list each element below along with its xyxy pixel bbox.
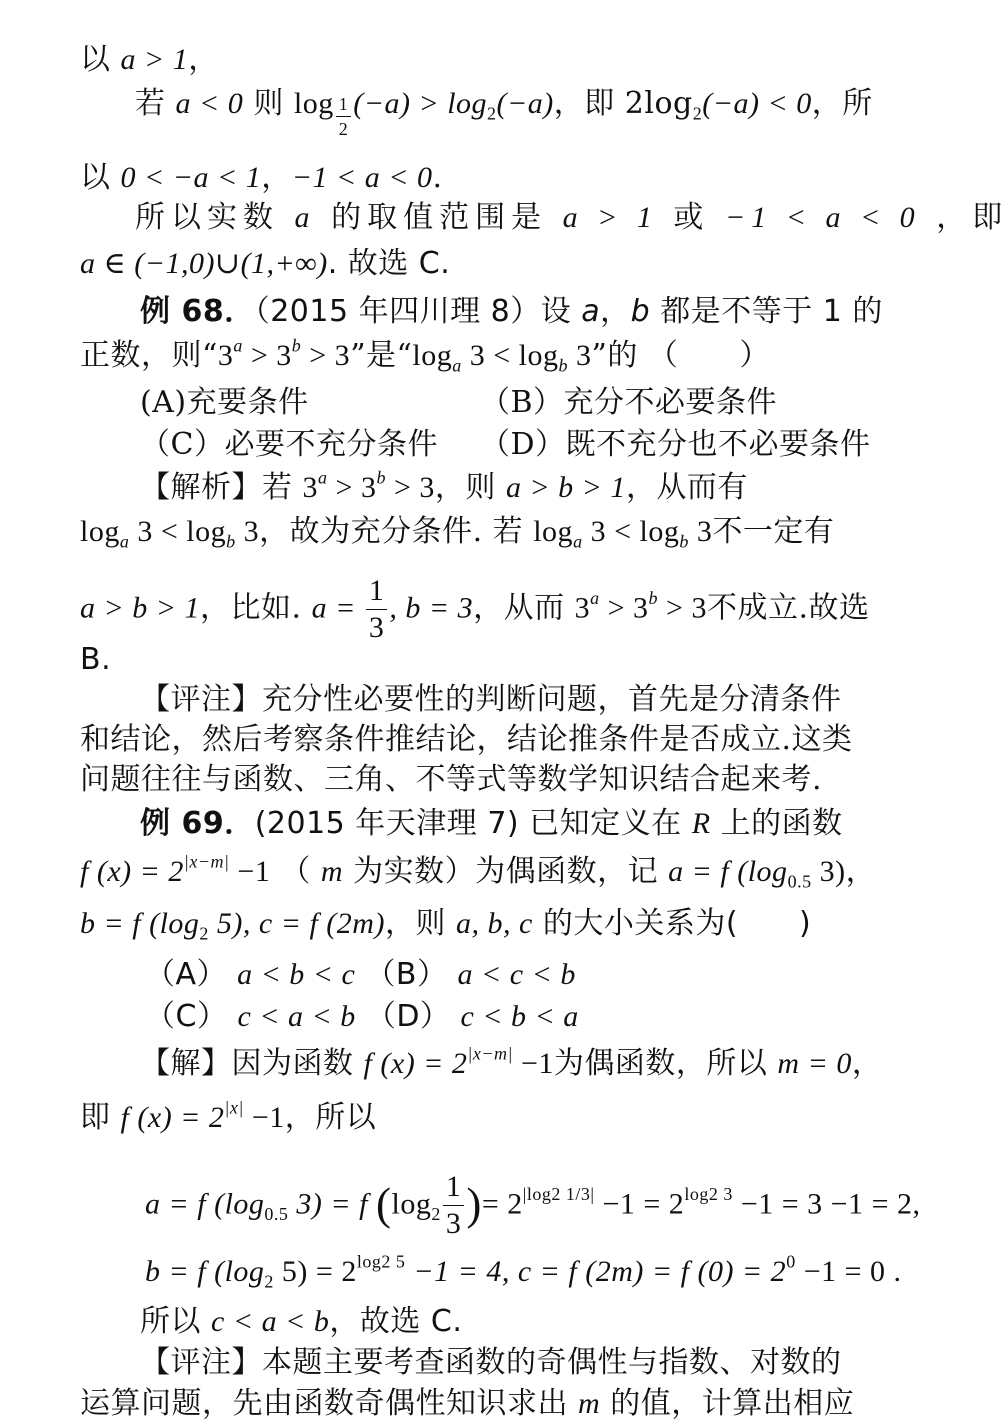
option-c bbox=[140, 425, 438, 465]
superscript: |x−m| bbox=[183, 851, 230, 872]
math-expr: f (x) = 2 bbox=[120, 1101, 225, 1134]
math-expr: a < c < b bbox=[457, 958, 576, 991]
math-expr: −1 = 4, c = f (2m) = f (0) = 2 bbox=[405, 1255, 787, 1288]
math-expr: 3 bbox=[217, 339, 234, 372]
math-expr: 3) bbox=[811, 855, 846, 888]
option-text: （D）既不充分也不必要条件 bbox=[480, 427, 871, 462]
math-expr: a < b < c bbox=[237, 958, 356, 991]
text-line bbox=[80, 158, 443, 198]
text: 和结论，然后考察条件推结论，结论推条件是否成立.这类 bbox=[80, 722, 853, 757]
math-expr: 3 bbox=[574, 591, 591, 625]
fraction bbox=[336, 95, 352, 138]
left-paren: ( bbox=[375, 1178, 392, 1229]
subscript: b bbox=[226, 531, 236, 552]
text-line bbox=[80, 1384, 854, 1424]
math-expr: log bbox=[412, 339, 453, 372]
text: 即 bbox=[80, 1100, 121, 1135]
math-expr: 3 bbox=[688, 515, 713, 548]
subscript: a bbox=[452, 355, 462, 376]
text-line bbox=[140, 1044, 882, 1084]
text: ”的 （ ） bbox=[591, 338, 770, 373]
text: 的大小关系为( ) bbox=[532, 906, 812, 941]
text-line bbox=[80, 512, 834, 552]
text-line bbox=[80, 640, 111, 680]
math-expr: > 3 bbox=[658, 591, 707, 625]
superscript: b bbox=[291, 335, 302, 356]
text: 所以实数 bbox=[135, 200, 295, 235]
math-expr: b = f (log bbox=[145, 1255, 265, 1288]
text-line bbox=[80, 852, 876, 892]
right-paren: ) bbox=[466, 1178, 482, 1229]
subscript: b bbox=[558, 355, 568, 376]
text: 以 bbox=[80, 42, 121, 77]
text-line bbox=[140, 468, 748, 508]
math-expr: a = bbox=[311, 591, 364, 625]
subscript: 2 bbox=[199, 923, 209, 944]
example-heading bbox=[140, 804, 843, 844]
text-line bbox=[80, 720, 853, 760]
option-label: （A） bbox=[145, 957, 238, 992]
math-expr: > 3 bbox=[301, 339, 351, 372]
var: m bbox=[320, 855, 344, 888]
math-expr: a < 0 bbox=[175, 87, 244, 120]
math-expr: −1 < a < 0 bbox=[724, 201, 921, 234]
math-expr: 5), c = f (2m) bbox=[208, 907, 385, 940]
var: m bbox=[578, 1387, 601, 1420]
text: . 故选 C. bbox=[327, 246, 451, 281]
option-d bbox=[480, 425, 871, 465]
subscript: 2 bbox=[264, 1271, 274, 1292]
text: 则 bbox=[243, 86, 294, 121]
math-expr: a = f (log bbox=[668, 855, 788, 888]
subscript: 0.5 bbox=[787, 871, 812, 892]
text: 【解析】若 bbox=[140, 470, 303, 505]
text-line bbox=[140, 1302, 462, 1342]
text-line bbox=[80, 576, 870, 643]
math-expr: m = 0 bbox=[777, 1047, 852, 1080]
math-expr: c < a < b bbox=[237, 1000, 356, 1033]
text: ，即 2log bbox=[553, 86, 693, 121]
text: 上的函数 bbox=[710, 806, 843, 841]
math-expr: 3 < log bbox=[582, 515, 680, 548]
text: 所以 bbox=[140, 1304, 212, 1339]
text-line bbox=[80, 336, 770, 376]
text: . bbox=[432, 160, 443, 195]
text: （2015 年四川理 8）设 bbox=[254, 294, 582, 329]
denominator: 3 bbox=[368, 611, 385, 644]
subscript: 2 bbox=[692, 103, 703, 124]
math-expr: , b = 3 bbox=[389, 591, 474, 625]
math-expr: log bbox=[391, 1187, 432, 1221]
superscript: a bbox=[318, 467, 328, 488]
math-expr: b = f (log bbox=[80, 907, 200, 940]
text: ，所以 bbox=[284, 1100, 377, 1135]
text: 【评注】本题主要考查函数的奇偶性与指数、对数的 bbox=[140, 1345, 842, 1380]
option-label: （C） bbox=[145, 999, 238, 1034]
math-expr: > 3 bbox=[599, 591, 649, 625]
option-label: （D） bbox=[355, 999, 461, 1034]
numerator: 1 bbox=[336, 95, 352, 117]
example-label: 例 69． bbox=[140, 806, 255, 841]
text: 都是不等于 1 的 bbox=[650, 294, 883, 329]
display-equation bbox=[145, 1172, 921, 1239]
text: 以 bbox=[80, 160, 121, 195]
superscript: b bbox=[376, 467, 386, 488]
text: ， bbox=[261, 160, 292, 195]
math-expr: > 3 bbox=[327, 471, 377, 504]
options-row bbox=[145, 997, 579, 1037]
text: (2015 年天津理 7) 已知定义在 bbox=[254, 806, 692, 841]
text: 正数，则“ bbox=[80, 338, 218, 373]
text-line bbox=[80, 904, 811, 944]
text: 的取值范围是 bbox=[315, 200, 563, 235]
math-expr: a bbox=[294, 201, 316, 234]
math-expr: 0 < −a < 1 bbox=[120, 161, 262, 194]
text: ，比如. bbox=[200, 590, 312, 626]
text: B. bbox=[80, 642, 112, 677]
var: b bbox=[630, 294, 651, 329]
math-expr: a, b, c bbox=[455, 907, 533, 940]
math-expr: log bbox=[293, 87, 334, 120]
math-expr: log bbox=[533, 515, 574, 548]
math-expr: 3) = f bbox=[288, 1187, 376, 1221]
text: 不一定有 bbox=[712, 514, 835, 549]
superscript: log2 3 bbox=[684, 1184, 733, 1204]
var: a bbox=[581, 294, 601, 329]
math-expr: a = f (log bbox=[145, 1187, 265, 1221]
math-expr: a ∈ (−1,0)∪(1,+∞) bbox=[80, 247, 328, 280]
option-text: （B）充分不必要条件 bbox=[480, 385, 778, 420]
superscript: a bbox=[233, 335, 243, 356]
superscript: |log2 1/3| bbox=[522, 1184, 595, 1204]
example-heading bbox=[140, 292, 883, 332]
text: 为实数）为偶函数，记 bbox=[343, 854, 669, 889]
math-expr: −1 = 2 bbox=[594, 1187, 685, 1221]
text: ，即 bbox=[920, 200, 1008, 235]
denominator: 2 bbox=[338, 119, 349, 140]
text: ，故选 C. bbox=[329, 1304, 463, 1339]
text: ”是“ bbox=[350, 338, 413, 373]
display-equation bbox=[145, 1252, 902, 1292]
example-label: 例 68． bbox=[140, 294, 255, 329]
text: ， bbox=[845, 854, 877, 889]
math-expr: a > 1 bbox=[120, 43, 189, 76]
superscript: 0 bbox=[786, 1251, 796, 1272]
math-expr: −1 = 0 . bbox=[795, 1255, 902, 1288]
text: 若 bbox=[135, 86, 176, 121]
fraction bbox=[443, 1172, 465, 1239]
math-expr: a > b > 1 bbox=[80, 591, 200, 625]
subscript: 2 bbox=[487, 103, 497, 124]
text: ， bbox=[600, 294, 631, 329]
text: ， bbox=[851, 1046, 883, 1081]
math-expr: −1 bbox=[512, 1047, 554, 1080]
text-line bbox=[135, 198, 1008, 238]
denominator: 3 bbox=[445, 1207, 462, 1240]
fraction bbox=[366, 576, 388, 643]
text-line bbox=[140, 1343, 842, 1383]
options-row bbox=[145, 955, 576, 995]
math-expr: 3 bbox=[567, 339, 592, 372]
math-expr: 3 bbox=[302, 471, 319, 504]
text: 不成立.故选 bbox=[706, 590, 870, 626]
option-text: (A)充要条件 bbox=[140, 385, 309, 420]
text-line bbox=[80, 40, 219, 80]
numerator: 1 bbox=[443, 1172, 465, 1206]
math-expr: = 2 bbox=[481, 1187, 523, 1221]
text: 【评注】充分性必要性的判断问题，首先是分清条件 bbox=[140, 682, 842, 717]
superscript: |x| bbox=[224, 1097, 244, 1118]
text: 问题往往与函数、三角、不等式等数学知识结合起来考. bbox=[80, 762, 823, 797]
option-a bbox=[140, 383, 309, 423]
text: ，从而 bbox=[473, 590, 575, 626]
subscript: 2 bbox=[431, 1203, 441, 1224]
text: ，故为充分条件. 若 bbox=[259, 514, 534, 549]
superscript: |x−m| bbox=[467, 1043, 513, 1064]
math-expr: f (x) = 2 bbox=[80, 855, 184, 888]
text: ，从而有 bbox=[625, 470, 748, 505]
math-expr: 3 bbox=[235, 515, 260, 548]
math-expr: > 3 bbox=[385, 471, 435, 504]
math-expr: −1 < a < 0 bbox=[291, 161, 433, 194]
option-b bbox=[480, 383, 777, 423]
math-expr: c < a < b bbox=[211, 1305, 330, 1338]
text: 的值，计算出相应 bbox=[600, 1386, 855, 1421]
subscript: 0.5 bbox=[264, 1203, 289, 1224]
math-expr: > 3 bbox=[242, 339, 292, 372]
math-expr: a > b > 1 bbox=[505, 471, 626, 504]
math-expr: −1 bbox=[243, 1101, 285, 1134]
text: ， bbox=[188, 42, 219, 77]
math-expr: 3 < log bbox=[461, 339, 559, 372]
text: 运算问题，先由函数奇偶性知识求出 bbox=[80, 1386, 579, 1421]
math-expr: −1 bbox=[229, 855, 271, 888]
math-expr: 5) = 2 bbox=[273, 1255, 357, 1288]
math-expr: −1 = 3 −1 = 2, bbox=[732, 1187, 921, 1221]
subscript: b bbox=[679, 531, 689, 552]
text: ，则 bbox=[434, 470, 506, 505]
math-expr: (−a) < 0 bbox=[702, 87, 812, 120]
text-line bbox=[135, 84, 873, 138]
text-line bbox=[80, 1098, 376, 1138]
text: ，则 bbox=[384, 906, 456, 941]
math-expr: c < b < a bbox=[460, 1000, 579, 1033]
math-expr: 3 < log bbox=[129, 515, 227, 548]
subscript: a bbox=[573, 531, 583, 552]
var: R bbox=[691, 807, 711, 840]
math-expr: log bbox=[80, 515, 120, 548]
option-label: （B） bbox=[355, 957, 458, 992]
superscript: b bbox=[648, 588, 659, 608]
math-expr: (−a) bbox=[496, 87, 554, 120]
superscript: log2 5 bbox=[356, 1251, 406, 1272]
math-expr: (−a) > log bbox=[353, 87, 488, 120]
text-line bbox=[80, 244, 450, 284]
text: ，所 bbox=[811, 86, 873, 121]
option-text: （C）必要不充分条件 bbox=[140, 427, 438, 462]
text: （ bbox=[270, 854, 321, 889]
math-expr: f (x) = 2 bbox=[363, 1047, 468, 1080]
numerator: 1 bbox=[366, 576, 388, 610]
text: 为偶函数，所以 bbox=[553, 1046, 778, 1081]
text: 或 bbox=[657, 200, 725, 235]
subscript: a bbox=[119, 531, 130, 552]
math-expr: a > 1 bbox=[562, 201, 658, 234]
text: 【解】因为函数 bbox=[140, 1046, 364, 1081]
text-line bbox=[80, 760, 822, 800]
text-line bbox=[140, 680, 842, 720]
superscript: a bbox=[590, 588, 600, 608]
